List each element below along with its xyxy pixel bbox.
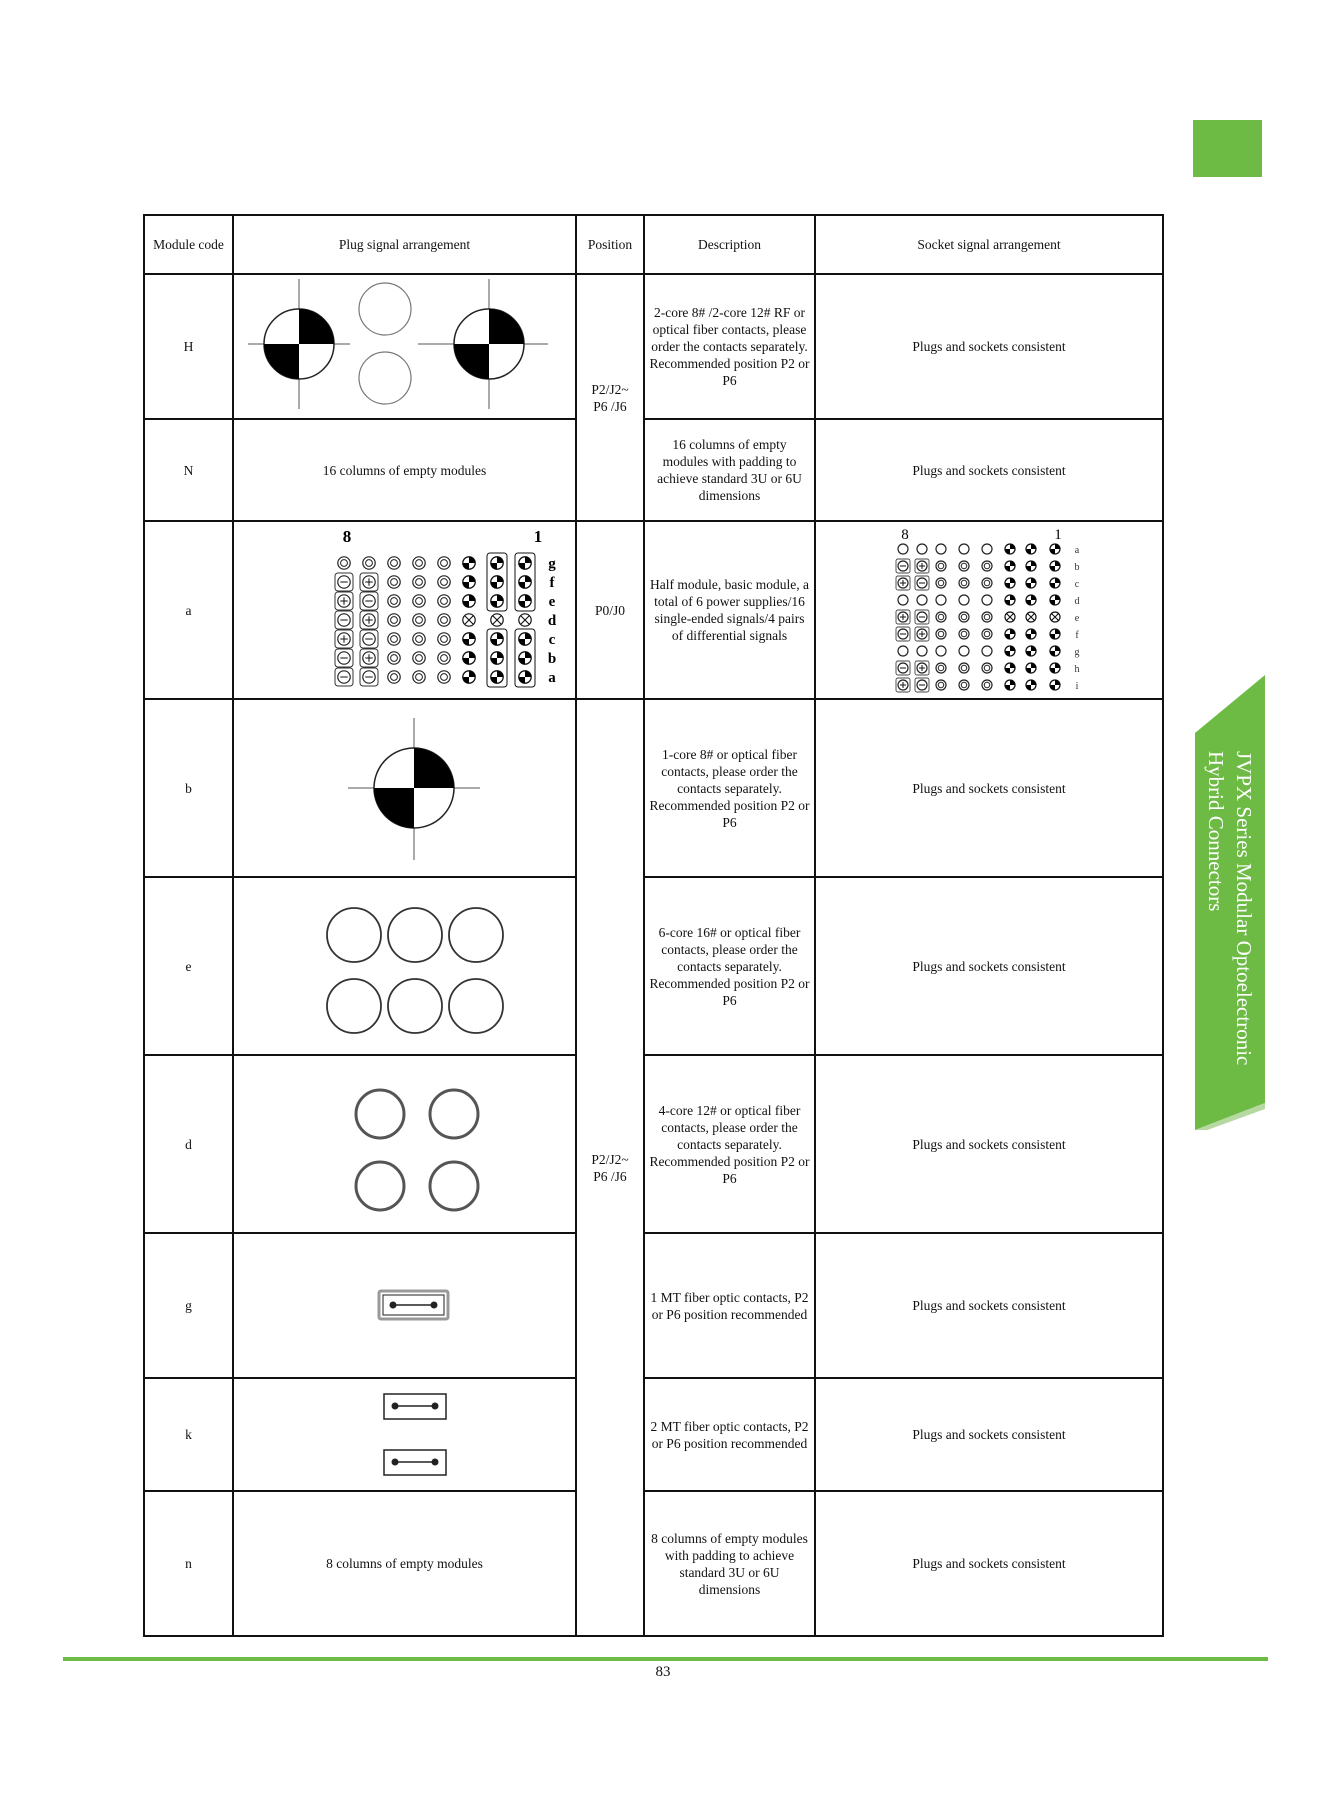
socket-arrangement: Plugs and sockets consistent [815,419,1163,521]
module-code: g [144,1233,233,1378]
plug-diagram-a [233,521,576,699]
socket-row-label: f [1075,630,1079,641]
table-row [144,1491,1163,1636]
header-position: Position [576,215,644,274]
row-label: a [547,670,556,686]
row-label: e [548,594,555,610]
socket-arrangement: Plugs and sockets consistent [815,877,1163,1055]
socket-arrangement: Plugs and sockets consistent [815,699,1163,877]
dual-mt-ferrule-diagram [240,1381,570,1489]
plug-arrangement-text: 8 columns of empty modules [233,1491,576,1636]
socket-pin-grid-diagram [889,524,1089,696]
socket-column-label-last: 1 [1054,527,1062,543]
module-code: H [144,274,233,419]
description: 1-core 8# or optical fiber contacts, please order the contacts separately. Recommended position P2 or P6 [644,699,815,877]
column-label-first: 8 [342,527,351,546]
module-code: N [144,419,233,521]
four-contact-diagram [240,1059,570,1229]
footer-rule [63,1657,1268,1661]
row-label: b [547,651,556,667]
socket-arrangement: Plugs and sockets consistent [815,1233,1163,1378]
table-row [144,521,1163,699]
header-plug-arrangement: Plug signal arrangement [233,215,576,274]
side-tab-title-line1: JVPX Series Modular Optoelectronic [1232,750,1256,1066]
single-rf-contact-diagram [240,703,570,873]
table-header-row [144,215,1163,274]
socket-diagram-a [815,521,1163,699]
position-cell-mid: P0/J0 [576,521,644,699]
socket-row-label: g [1074,647,1080,658]
rf-contact-pair-diagram [240,277,570,417]
table-row [144,877,1163,1055]
socket-row-label: e [1074,613,1080,624]
socket-row-label: h [1074,664,1080,675]
page-number: 83 [655,1664,671,1680]
header-module-code: Module code [144,215,233,274]
module-code: e [144,877,233,1055]
table-row [144,274,1163,419]
side-tab-title-line2: Hybrid Connectors [1204,750,1228,912]
module-code: d [144,1055,233,1233]
plug-diagram-g [233,1233,576,1378]
socket-arrangement: Plugs and sockets consistent [815,274,1163,419]
module-spec-table [143,214,1164,1637]
signal-pin-grid-diagram [240,524,570,696]
column-label-last: 1 [533,527,542,546]
position-cell-bottom: P2/J2~ P6 /J6 [576,699,644,1636]
description: Half module, basic module, a total of 6 power supplies/16 single-ended signals/4 pairs of differential signals [644,521,815,699]
row-label: d [547,613,556,629]
single-mt-ferrule-diagram [240,1236,570,1376]
description: 2 MT fiber optic contacts, P2 or P6 position recommended [644,1378,815,1491]
table-row [144,1233,1163,1378]
position-cell-top: P2/J2~ P6 /J6 [576,274,644,521]
module-code: k [144,1378,233,1491]
table-row [144,699,1163,877]
socket-row-label: i [1075,681,1079,692]
row-label: c [548,632,555,648]
header-socket-arrangement: Socket signal arrangement [815,215,1163,274]
description: 1 MT fiber optic contacts, P2 or P6 position recommended [644,1233,815,1378]
socket-row-label: c [1074,579,1080,590]
module-code: b [144,699,233,877]
plug-diagram-e [233,877,576,1055]
plug-arrangement-text: 16 columns of empty modules [233,419,576,521]
six-contact-diagram [240,881,570,1051]
socket-row-label: a [1074,545,1080,556]
description: 6-core 16# or optical fiber contacts, please order the contacts separately. Recommended position P2 or P6 [644,877,815,1055]
table-row [144,419,1163,521]
header-description: Description [644,215,815,274]
module-code: n [144,1491,233,1636]
plug-diagram-b [233,699,576,877]
socket-arrangement: Plugs and sockets consistent [815,1055,1163,1233]
module-code: a [144,521,233,699]
socket-row-label: b [1074,562,1080,573]
row-label: g [547,556,556,572]
description: 4-core 12# or optical fiber contacts, please order the contacts separately. Recommended position P2 or P6 [644,1055,815,1233]
plug-diagram-k [233,1378,576,1491]
socket-column-label-first: 8 [901,527,909,543]
table-row [144,1378,1163,1491]
table-row [144,1055,1163,1233]
socket-arrangement: Plugs and sockets consistent [815,1378,1163,1491]
socket-arrangement: Plugs and sockets consistent [815,1491,1163,1636]
plug-diagram-H [233,274,576,419]
description: 16 columns of empty modules with padding to achieve standard 3U or 6U dimensions [644,419,815,521]
description: 2-core 8# /2-core 12# RF or optical fiber contacts, please order the contacts separately. Recommended position P2 or P6 [644,274,815,419]
corner-accent-block [1193,120,1262,177]
row-label: f [549,575,554,591]
side-tab-title [1188,728,1272,1088]
description: 8 columns of empty modules with padding to achieve standard 3U or 6U dimensions [644,1491,815,1636]
socket-row-label: d [1074,596,1080,607]
plug-diagram-d [233,1055,576,1233]
